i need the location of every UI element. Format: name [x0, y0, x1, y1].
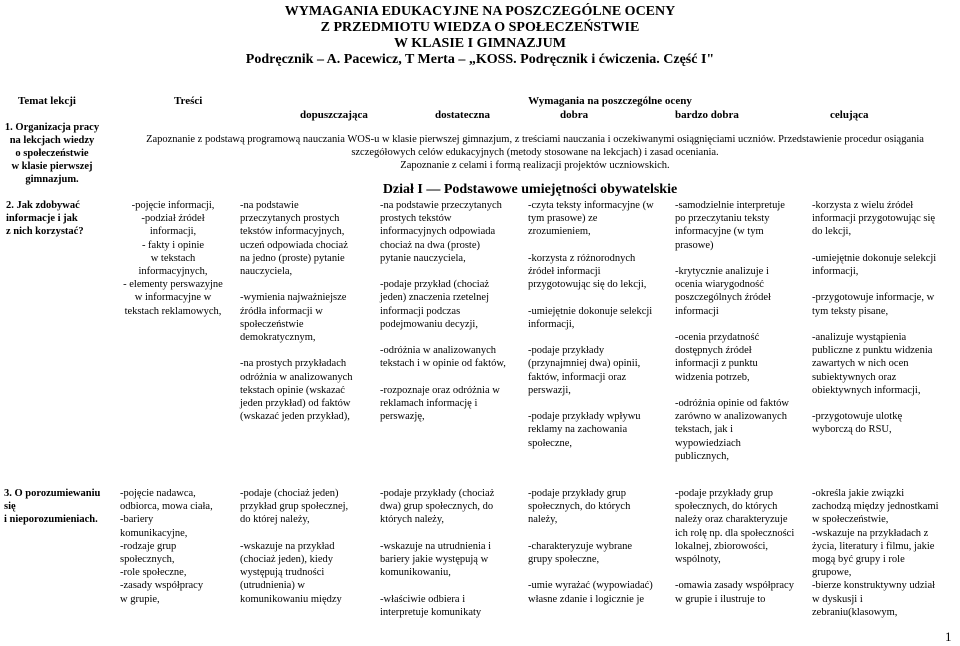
row3-bardzo-dobra: -podaje przykłady grup społecznych, do których należy oraz charakteryzuje ich rolę np. dla społeczności lokalnej, zbiorowości, wspólnoty, -omawia zasady współpracy w grupie i ilustruje to	[675, 488, 795, 605]
row2-dopuszczajaca: -na podstawie przeczytanych prostych tekstów informacyjnych, uczeń odpowiada chociaż na jedno (proste) pytanie nauczyciela, -wymienia najważniejsze źródła informacji w społeczeństwie demokratycznym, -na prostych przykładach odróżnia w analizowanych tekstach opinie (wskazać jeden przykład) od faktów (wskazać jeden przykład),	[240, 200, 353, 423]
doc-title-line2: Z PRZEDMIOTU WIEDZA O SPOŁECZEŃSTWIE	[320, 20, 640, 35]
row2-tresci: -pojęcie informacji, -podział źródeł informacji, - fakty i opinie w tekstach informacyjnych, - elementy perswazyjne w informacyjne w tekstach reklamowych,	[123, 200, 223, 317]
grade-header-celujaca: celująca	[830, 109, 869, 121]
page-number: 1	[945, 629, 952, 644]
row2-celujaca: -korzysta z wielu źródeł informacji przygotowując się do lekcji, -umiejętnie dokonuje selekcji informacji, -przygotowuje informacje, w tym teksty pisane, -analizuje wystąpienia publiczne z punktu widzenia zawartych w nich ocen subiektywnych oraz obiektywnych informacji, -przygotowuje ulotkę wyborczą do RSU,	[812, 200, 937, 436]
row1-intro-line2: szczegółowych celów edukacyjnych (metody stosowane na lekcjach) i zasad oceniania.	[351, 147, 719, 158]
row2-bardzo-dobra: -samodzielnie interpretuje po przeczytaniu teksty informacyjne (w tym prasowe) -krytycznie analizuje i ocenia wiarygodność poszczególnych źródeł informacji -ocenia przydatność dostępnych źródeł informacji z punktu widzenia potrzeb, -odróżnia opinie od faktów zarówno w analizowanych tekstach, jak i wypowiedziach publicznych,	[675, 200, 790, 462]
row1-intro-line1: Zapoznanie z podstawą programową nauczania WOS-u w klasie pierwszej gimnazjum, z treściami nauczania i oczekiwanymi osiągnięciami uczniów. Przedstawienie procedur osiągania	[146, 134, 924, 145]
doc-title-line3: W KLASIE I GIMNAZJUM	[393, 36, 567, 51]
row2-dostateczna: -na podstawie przeczytanych prostych tekstów informacyjnych odpowiada chociaż na dwa (proste) pytanie nauczyciela, -podaje przykład (chociaż jeden) znaczenia rzetelnej informacji podczas podejmowaniu decyzji, -odróżnia w analizowanych tekstach i w opinie od faktów, -rozpoznaje oraz odróżnia w reklamach informację i perswazję,	[380, 200, 506, 423]
section-title: Dział I — Podstawowe umiejętności obywatelskie	[382, 182, 678, 197]
row3-dobra: -podaje przykłady grup społecznych, do których należy, -charakteryzuje wybrane grupy społeczne, -umie wyrażać (wypowiadać) własne zdanie i logicznie je	[528, 488, 653, 605]
row2-topic: 2. Jak zdobywać informacje i jak z nich korzystać?	[6, 200, 84, 238]
row3-dostateczna: -podaje przykłady (chociaż dwa) grup społecznych, do których należy, -wskazuje na utrudnienia i bariery jakie występują w komunikowaniu, -właściwie odbiera i interpretuje komunikaty	[380, 488, 495, 618]
doc-title-line4: Podręcznik – A. Pacewicz, T Merta – „KOSS. Podręcznik i ćwiczenia. Część I"	[245, 52, 715, 67]
row1-intro-line3: Zapoznanie z celami i formą realizacji projektów uczniowskich.	[400, 160, 670, 171]
grade-header-dopuszczajaca: dopuszczająca	[300, 109, 368, 121]
row3-tresci: -pojęcie nadawca, odbiorca, mowa ciała, -bariery komunikacyjne, -rodzaje grup społecznych, -role społeczne, -zasady współpracy w grupie,	[120, 488, 213, 605]
row3-celujaca: -określa jakie związki zachodzą między jednostkami w społeczeństwie, -wskazuje na przykładach z życia, literatury i filmu, jakie mogą być grupy i role grupowe, -bierze konstruktywny udział w dyskusji i zebraniu(klasowym,	[812, 488, 939, 618]
column-header-tresci: Treści	[174, 95, 203, 107]
grade-header-dostateczna: dostateczna	[435, 109, 490, 121]
row3-topic: 3. O porozumiewaniu się i nieporozumieniach.	[4, 488, 101, 526]
column-header-wymagania: Wymagania na poszczególne oceny	[528, 95, 692, 107]
row1-intro	[110, 133, 960, 172]
row2-dobra: -czyta teksty informacyjne (w tym prasowe) ze zrozumieniem, -korzysta z różnorodnych źródeł informacji przygotowując się do lekcji, -umiejętnie dokonuje selekcji informacji, -podaje przykłady (przynajmniej dwa) opinii, faktów, informacji oraz perswazji, -podaje przykłady wpływu reklamy na zachowania społeczne,	[528, 200, 654, 449]
row3-dopuszczajaca: -podaje (chociaż jeden) przykład grup społecznej, do której należy, -wskazuje na przykład (chociaż jeden), kiedy występują trudności (utrudnienia) w komunikowaniu między	[240, 488, 349, 605]
column-header-temat: Temat lekcji	[18, 95, 76, 107]
grade-header-dobra: dobra	[560, 109, 589, 121]
grade-header-bardzo-dobra: bardzo dobra	[675, 109, 739, 121]
row1-topic: 1. Organizacja pracy na lekcjach wiedzy o społeczeństwie w klasie pierwszej gimnazjum.	[4, 122, 100, 185]
doc-title-line1: WYMAGANIA EDUKACYJNE NA POSZCZEGÓLNE OCENY	[284, 4, 676, 19]
